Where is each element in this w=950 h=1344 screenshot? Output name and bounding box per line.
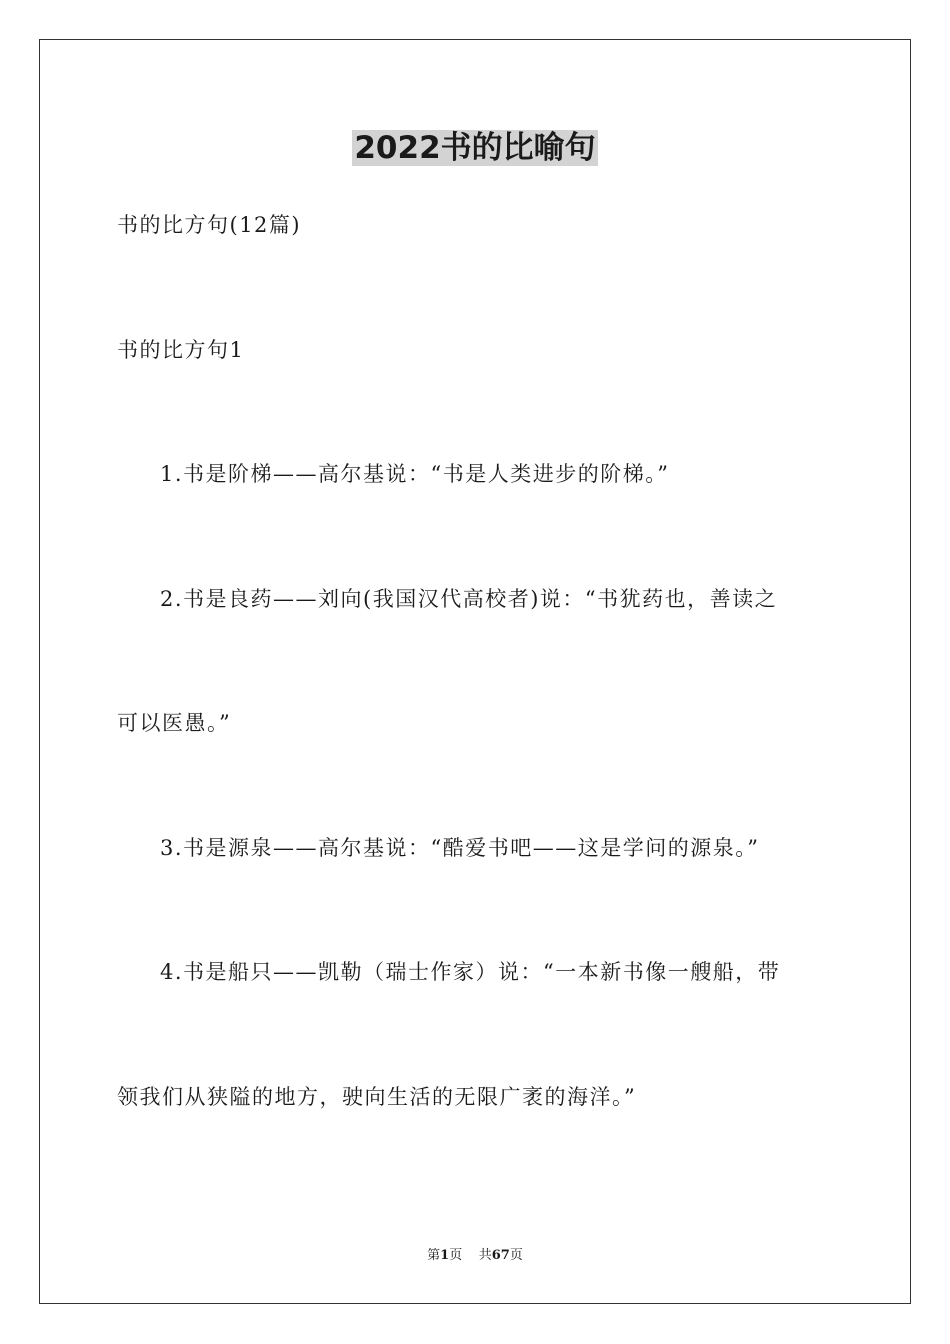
- document-subtitle: 书的比方句(12篇): [117, 213, 302, 237]
- section-heading: 书的比方句1: [117, 338, 245, 362]
- paragraph-3-line-1: 3.书是源泉——高尔基说：“酷爱书吧——这是学问的源泉。”: [160, 836, 760, 860]
- footer-page-prefix: 第: [427, 1248, 441, 1263]
- paragraph-2-line-2: 可以医愚。”: [117, 711, 232, 735]
- footer-total-suffix: 页: [509, 1248, 523, 1263]
- document-title: [0, 128, 950, 168]
- footer-page-suffix: 页: [449, 1248, 463, 1263]
- document-title-text: 2022书的比喻句: [354, 130, 596, 166]
- footer-total-prefix: 共: [478, 1248, 492, 1263]
- footer-page-number: 1: [440, 1248, 450, 1263]
- paragraph-4-line-2: 领我们从狭隘的地方，驶向生活的无限广袤的海洋。”: [117, 1085, 637, 1109]
- footer-total-pages: 67: [491, 1248, 510, 1263]
- page-footer: [0, 1247, 950, 1265]
- paragraph-2-line-1: 2.书是良药——刘向(我国汉代高校者)说：“书犹药也，善读之: [160, 587, 778, 611]
- paragraph-4-line-1: 4.书是船只——凯勒（瑞士作家）说：“一本新书像一艘船，带: [160, 960, 781, 984]
- paragraph-1-line-1: 1.书是阶梯——高尔基说：“书是人类进步的阶梯。”: [160, 462, 670, 486]
